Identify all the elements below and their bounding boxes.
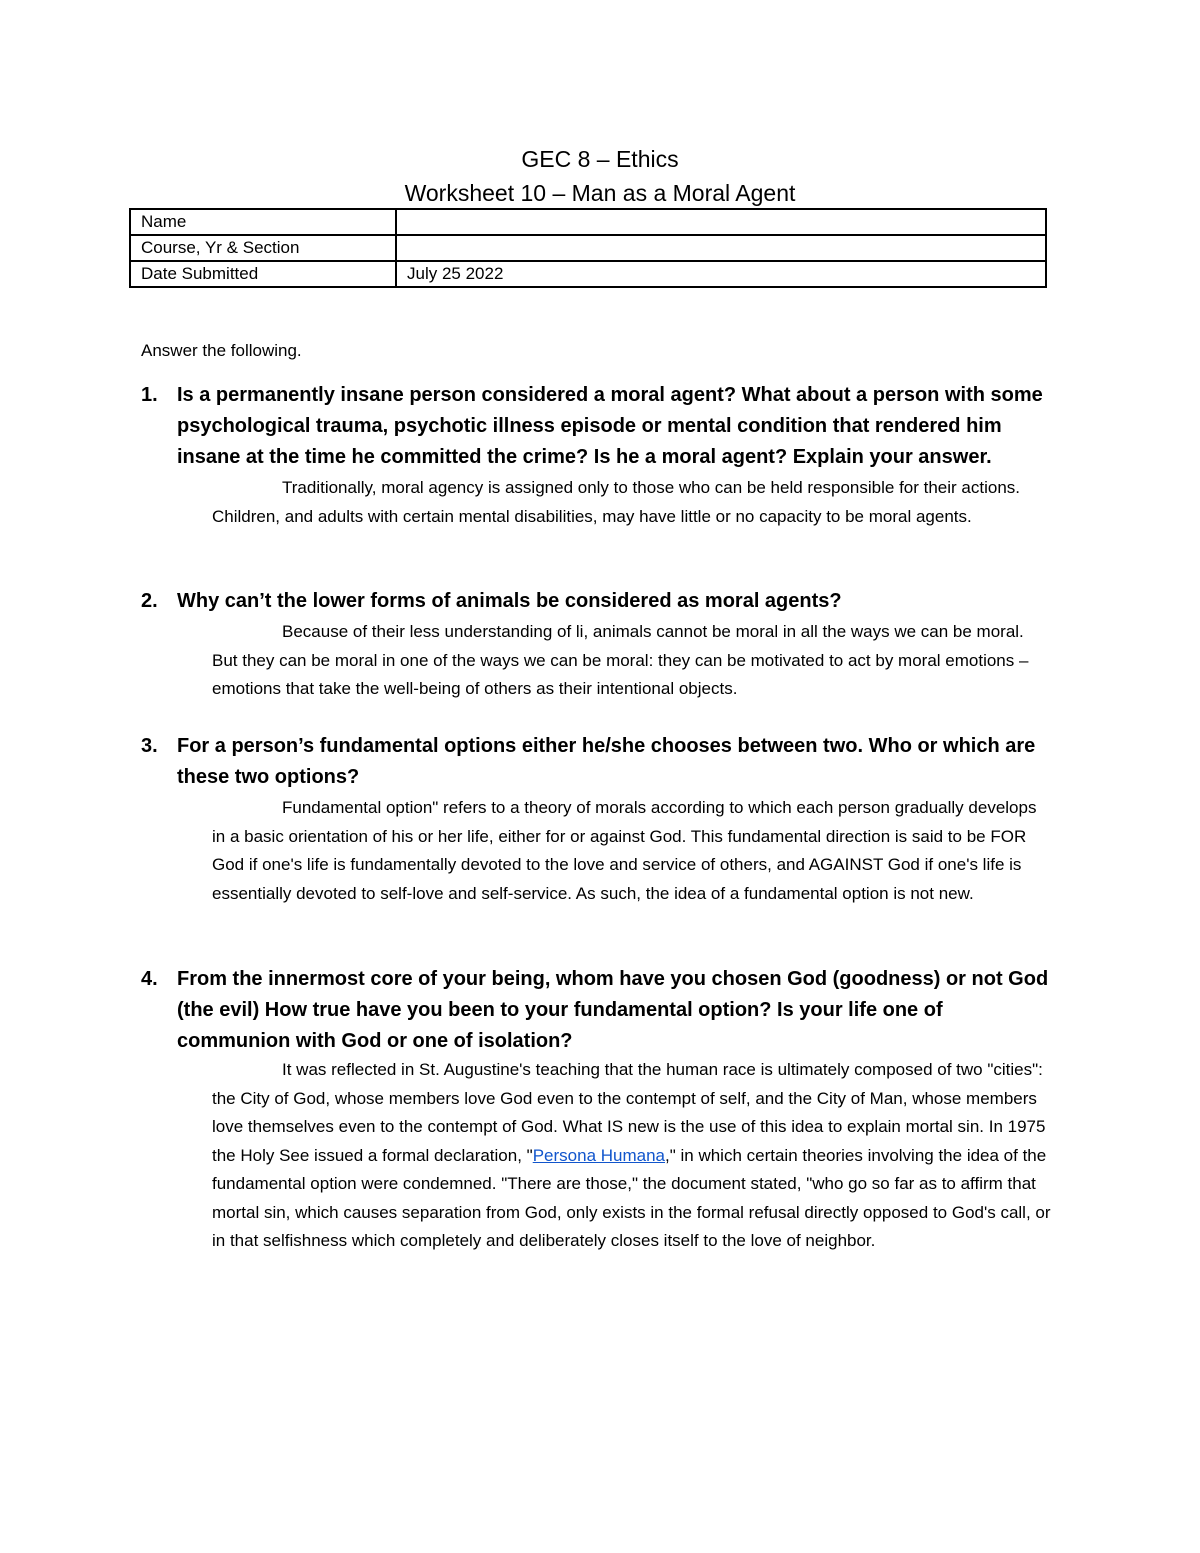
answer-1: Traditionally, moral agency is assigned only to those who can be held responsible for their actions. Children, and adults with certain mental disabilities, may have little or no capacity to be moral agents. bbox=[212, 478, 1021, 526]
answer-3: Fundamental option" refers to a theory of morals according to which each person gradually develops in a basic orientation of his or her life, either for or against God. This fundamental direction is said to be FOR God if one's life is fundamentally devoted to the love and service of others, and AGAINST God if one's life is essentially devoted to self-love and self-service. As such, the idea of a fundamental option is not new. bbox=[212, 798, 1037, 903]
course-title: GEC 8 – Ethics bbox=[521, 146, 679, 172]
answer-text: It was reflected in St. Augustine's teaching that the human race is ultimately composed of two "cities": the City of God, whose members love God even to the contempt of self, and the City of Man, whose members love themselves even to the contempt of God. What IS new is the use of this idea to explain mortal sin. In 1975 the Holy See issued a formal declaration, " bbox=[212, 1060, 1046, 1165]
question-number: 3. bbox=[141, 735, 158, 757]
question-text: Is a permanently insane person considered a moral agent? What about a person with some psychological trauma, psychotic illness episode or mental condition that rendered him insane at the time he committed the crime? Is he a moral agent? Explain your answer. bbox=[177, 384, 1043, 468]
answer-4 bbox=[212, 1056, 1054, 1256]
question-3 bbox=[141, 731, 1051, 793]
table-row bbox=[130, 261, 1046, 287]
worksheet-title: Worksheet 10 – Man as a Moral Agent bbox=[404, 180, 796, 206]
answer-text: ," in which certain theories involving the idea of the fundamental option were condemned. "There are those," the document stated, "who go so far as to affirm that mortal sin, which causes separation from God, only exists in the formal refusal directly opposed to God's call, or in that selfishness which completely and deliberately closes itself to the love of neighbor. bbox=[212, 1145, 1051, 1250]
question-1 bbox=[141, 380, 1051, 473]
persona-humana-link[interactable]: Persona Humana bbox=[532, 1145, 666, 1165]
question-text: For a person’s fundamental options either he/she chooses between two. Who or which are these two options? bbox=[177, 735, 1036, 788]
instructions: Answer the following. bbox=[141, 341, 302, 360]
question-2 bbox=[141, 586, 1051, 617]
question-number: 4. bbox=[141, 968, 158, 990]
table-row bbox=[130, 209, 1046, 235]
question-number: 2. bbox=[141, 590, 158, 612]
question-4 bbox=[141, 964, 1051, 1057]
course-section-label: Course, Yr & Section bbox=[130, 235, 396, 261]
name-value bbox=[396, 209, 1046, 235]
question-text: From the innermost core of your being, whom have you chosen God (goodness) or not God (the evil) How true have you been to your fundamental option? Is your life one of communion with God or one of isolation? bbox=[177, 968, 1049, 1052]
question-text: Why can’t the lower forms of animals be considered as moral agents? bbox=[177, 590, 842, 612]
table-row bbox=[130, 235, 1046, 261]
student-info-table bbox=[129, 208, 1047, 288]
answer-2: Because of their less understanding of li, animals cannot be moral in all the ways we can be moral. But they can be moral in one of the ways we can be moral: they can be motivated to act by moral emotions – emotions that take the well-being of others as their intentional objects. bbox=[212, 622, 1029, 698]
date-submitted-value: July 25 2022 bbox=[396, 261, 1046, 287]
date-submitted-label: Date Submitted bbox=[130, 261, 396, 287]
name-label: Name bbox=[130, 209, 396, 235]
question-number: 1. bbox=[141, 384, 158, 406]
course-section-value bbox=[396, 235, 1046, 261]
